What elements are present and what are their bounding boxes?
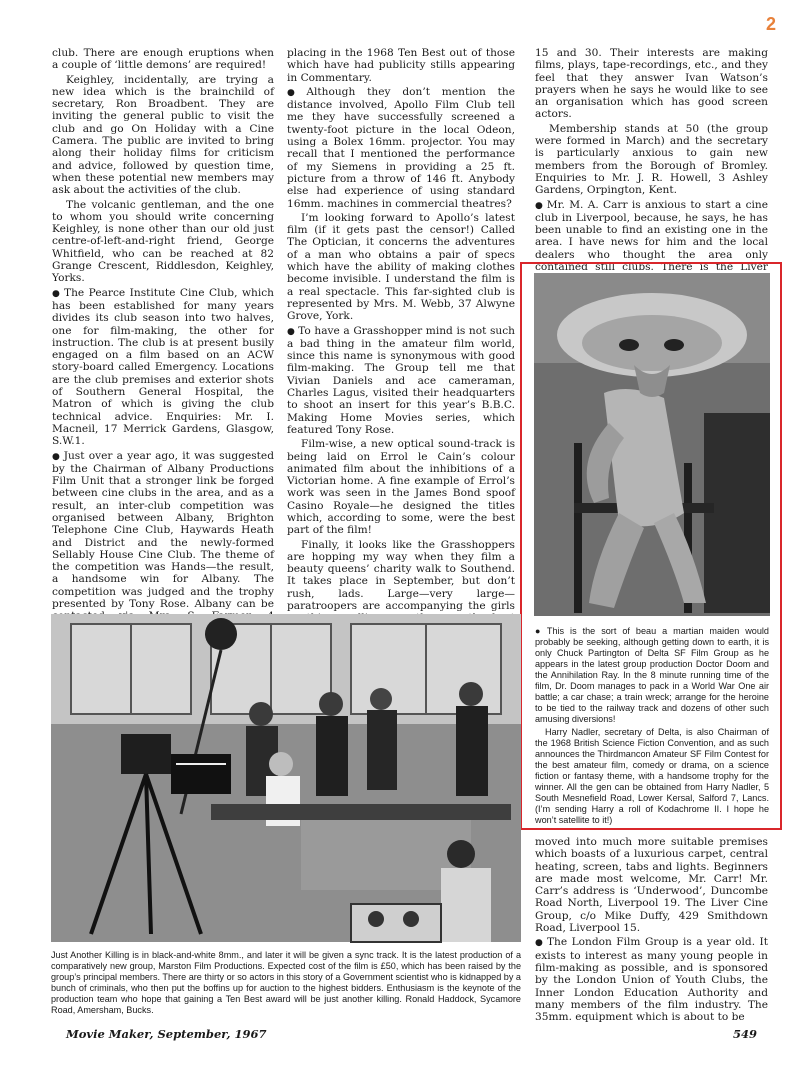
caption-paragraph: Harry Nadler, secretary of Delta, is also Chairman of the 1968 British Science Fiction Convention, and as such announces the Thirdmancon Amateur SF Film Contest for the best amateur film, comedy or drama, on a science fiction or fantasy theme, with a handsome trophy for the winner. All the gen can be obtained from Harry Nadler, 5 South Mesnefield Road, Lower Kersal, Salford 7, Lancs. (I’m sending Harry a roll of Kodachrome II. I hope he won’t satellite to it!)	[535, 727, 769, 825]
paragraph: Finally, it looks like the Grasshoppers are hopping my way when they film a beauty queens’ charity walk to Southend. It takes place in September, but don’t rush, lads. Large—very large—paratroopers are accompanying the girls	[287, 538, 515, 613]
paragraph: I’m looking forward to Apollo’s latest film (if it gets past the censor!) Called The Optician, it concerns the adventures of a man who obtains a pair of specs which have the ability of making clothes become invisible. I understand the film is a real spectacle. This far-sighted club is represented by Mrs. M. Webb, 37 Alwyne Grove, York.	[287, 211, 515, 323]
studio-illustration	[51, 614, 521, 942]
paragraph: Film-wise, a new optical sound-track is being laid on Errol le Cain’s colour animated film about the inhibitions of a Victorian home. A fine example of Errol’s work was seen in the James Bond spoof Casino Royale—he designed the titles which, according to some, were the best part of the film!	[287, 438, 515, 537]
column-2	[287, 47, 516, 613]
paragraph: 15 and 30. Their interests are making films, plays, tape-recordings, etc., and they feel that they answer Ivan Watson’s prayers when he says he would like to see an organisation which has good screen actors.	[535, 47, 768, 121]
paragraph: Membership stands at 50 (the group were formed in March) and the secretary is particularly anxious to gain new members from the Borough of Bromley. Enquiries to Mr. J. R. Howell, 3 Ashley Gardens, Orpington, Kent.	[535, 122, 768, 197]
column-1	[52, 47, 274, 611]
column-3-bottom	[535, 836, 768, 1036]
paragraph: ● Although they don’t mention the distance involved, Apollo Film Club tell me they have successfully screened a twenty-foot picture in the local Odeon, using a Bolex 16mm. projector. You may recall that I mentioned the performance of my Siemens in providing a 25 ft. picture from a throw of 146 ft. Anybody else had experience of using standard 16mm. machines in commercial theatres?	[287, 86, 515, 210]
paragraph: placing in the 1968 Ten Best out of those which have had publicity stills appearing in Commentary.	[287, 47, 515, 84]
film-studio-photo	[51, 614, 521, 942]
publication-footer: Movie Maker, September, 1967	[66, 1027, 267, 1041]
column-3-top	[535, 47, 768, 274]
paragraph: club. There are enough eruptions when a couple of ‘little demons’ are required!	[52, 47, 274, 72]
paragraph: ● To have a Grasshopper mind is not such a bad thing in the amateur film world, since this name is synonymous with good film-making. The Group tell me that Vivian Daniels and ace cameraman, Charles Lagus, visited their headquarters to shoot an insert for this year’s B.B.C. Making Home Movies series, which featured Tony Rose.	[287, 325, 515, 437]
paragraph: ● The Pearce Institute Cine Club, which has been established for many years divides its club season into two halves, one for film-making, the other for instruction. The club is at present busily engaged on a film based on an ACW story-board called Emergency. Locations are the club premises and exterior shots of Southern General Hospital, the Matron of which is giving the club technical advice. Enquiries: Mr. I. Macneil, 17 Merrick Gardens, Glasgow, S.W.1.	[52, 287, 274, 448]
paragraph: The volcanic gentleman, and the one to whom you should write concerning Keighley, is none other than our old just centre-of-left-and-right friend, George Whitfield, who can be reached at 82 Grange Crescent, Riddlesdon, Keighley, Yorks.	[52, 198, 274, 285]
page-number: 549	[733, 1027, 758, 1041]
paragraph: ● Mr. M. A. Carr is anxious to start a cine club in Liverpool, because, he says, he has been unable to find an existing one in the area. I have news for him and the local dealers who thought the area only contained still clubs. There is the Liver	[535, 199, 768, 311]
paragraph: moved into much more suitable premises which boasts of a luxurious carpet, central heating, screen, tabs and lights. Beginners are made most welcome, Mr. Carr! Mr. Carr’s address is ‘Underwood’, Duncombe Road North, Liverpool 19. The Liver Cine Group, c/o Mike Duffy, 429 Smithdown Road, Liverpool 15.	[535, 836, 768, 935]
highlight-box	[520, 262, 782, 830]
studio-photo-caption: Just Another Killing is in black-and-white 8mm., and later it will be given a sync track. It is the latest production of a comparatively new group, Marston Film Productions. Expected cost of the film is £50, which has been raised by the group’s principal members. There are thirty or so actors in this story of a Government scientist who is kidnapped by a bunch of criminals, who then put the boffins up for auction to the highest bidders. Enthusiasm is the keynote of the production team who hope that gaining a Ten Best award will be just another killing. Ronald Haddock, Sycamore Road, Amersham, Bucks.	[51, 950, 521, 1015]
paragraph: Keighley, incidentally, are trying a new idea which is the brainchild of secretary, Ron Broadbent. They are inviting the general public to visit the club and go On Holiday with a Cine Camera. The public are invited to bring along their holiday films for criticism and advice, followed by question time, when these potential new members may ask about the activities of the club.	[52, 73, 274, 197]
caption-paragraph: ● This is the sort of beau a martian maiden would probably be seeking, although getting down to earth, it is only Chuck Partington of Delta SF Film Group as he appears in the latest group production Doctor Doom and the Annihilation Ray. In the 8 minute running time of the film, Dr. Doom manages to pack in a World War One air battle; a car chase; a train wreck; arrange for the heroine to be tied to the railway track and dozens of other such amusing diversions!	[535, 626, 769, 725]
paragraph: ● Just over a year ago, it was suggested by the Chairman of Albany Productions Film Unit that a stronger link be forged between cine clubs in the area, and as a result, an inter-club competition was organised between Albany, Brighton Telephone Cine Club, Haywards Heath and District and the newly-formed Sellably House Cine Club. The theme of the competition was Hands—the result, a handsome win for Albany. The competition was judged and the trophy presented by Tony Rose. Albany can be	[52, 450, 274, 635]
paragraph: ● The London Film Group is a year old. It exists to interest as many young people in film-making as possible, and is sponsored by the London Union of Youth Clubs, the Inner London Education Authority and many members of the film industry. The 35mm. equipment which is about to be	[535, 936, 768, 1023]
page-marker: 2	[765, 14, 776, 34]
